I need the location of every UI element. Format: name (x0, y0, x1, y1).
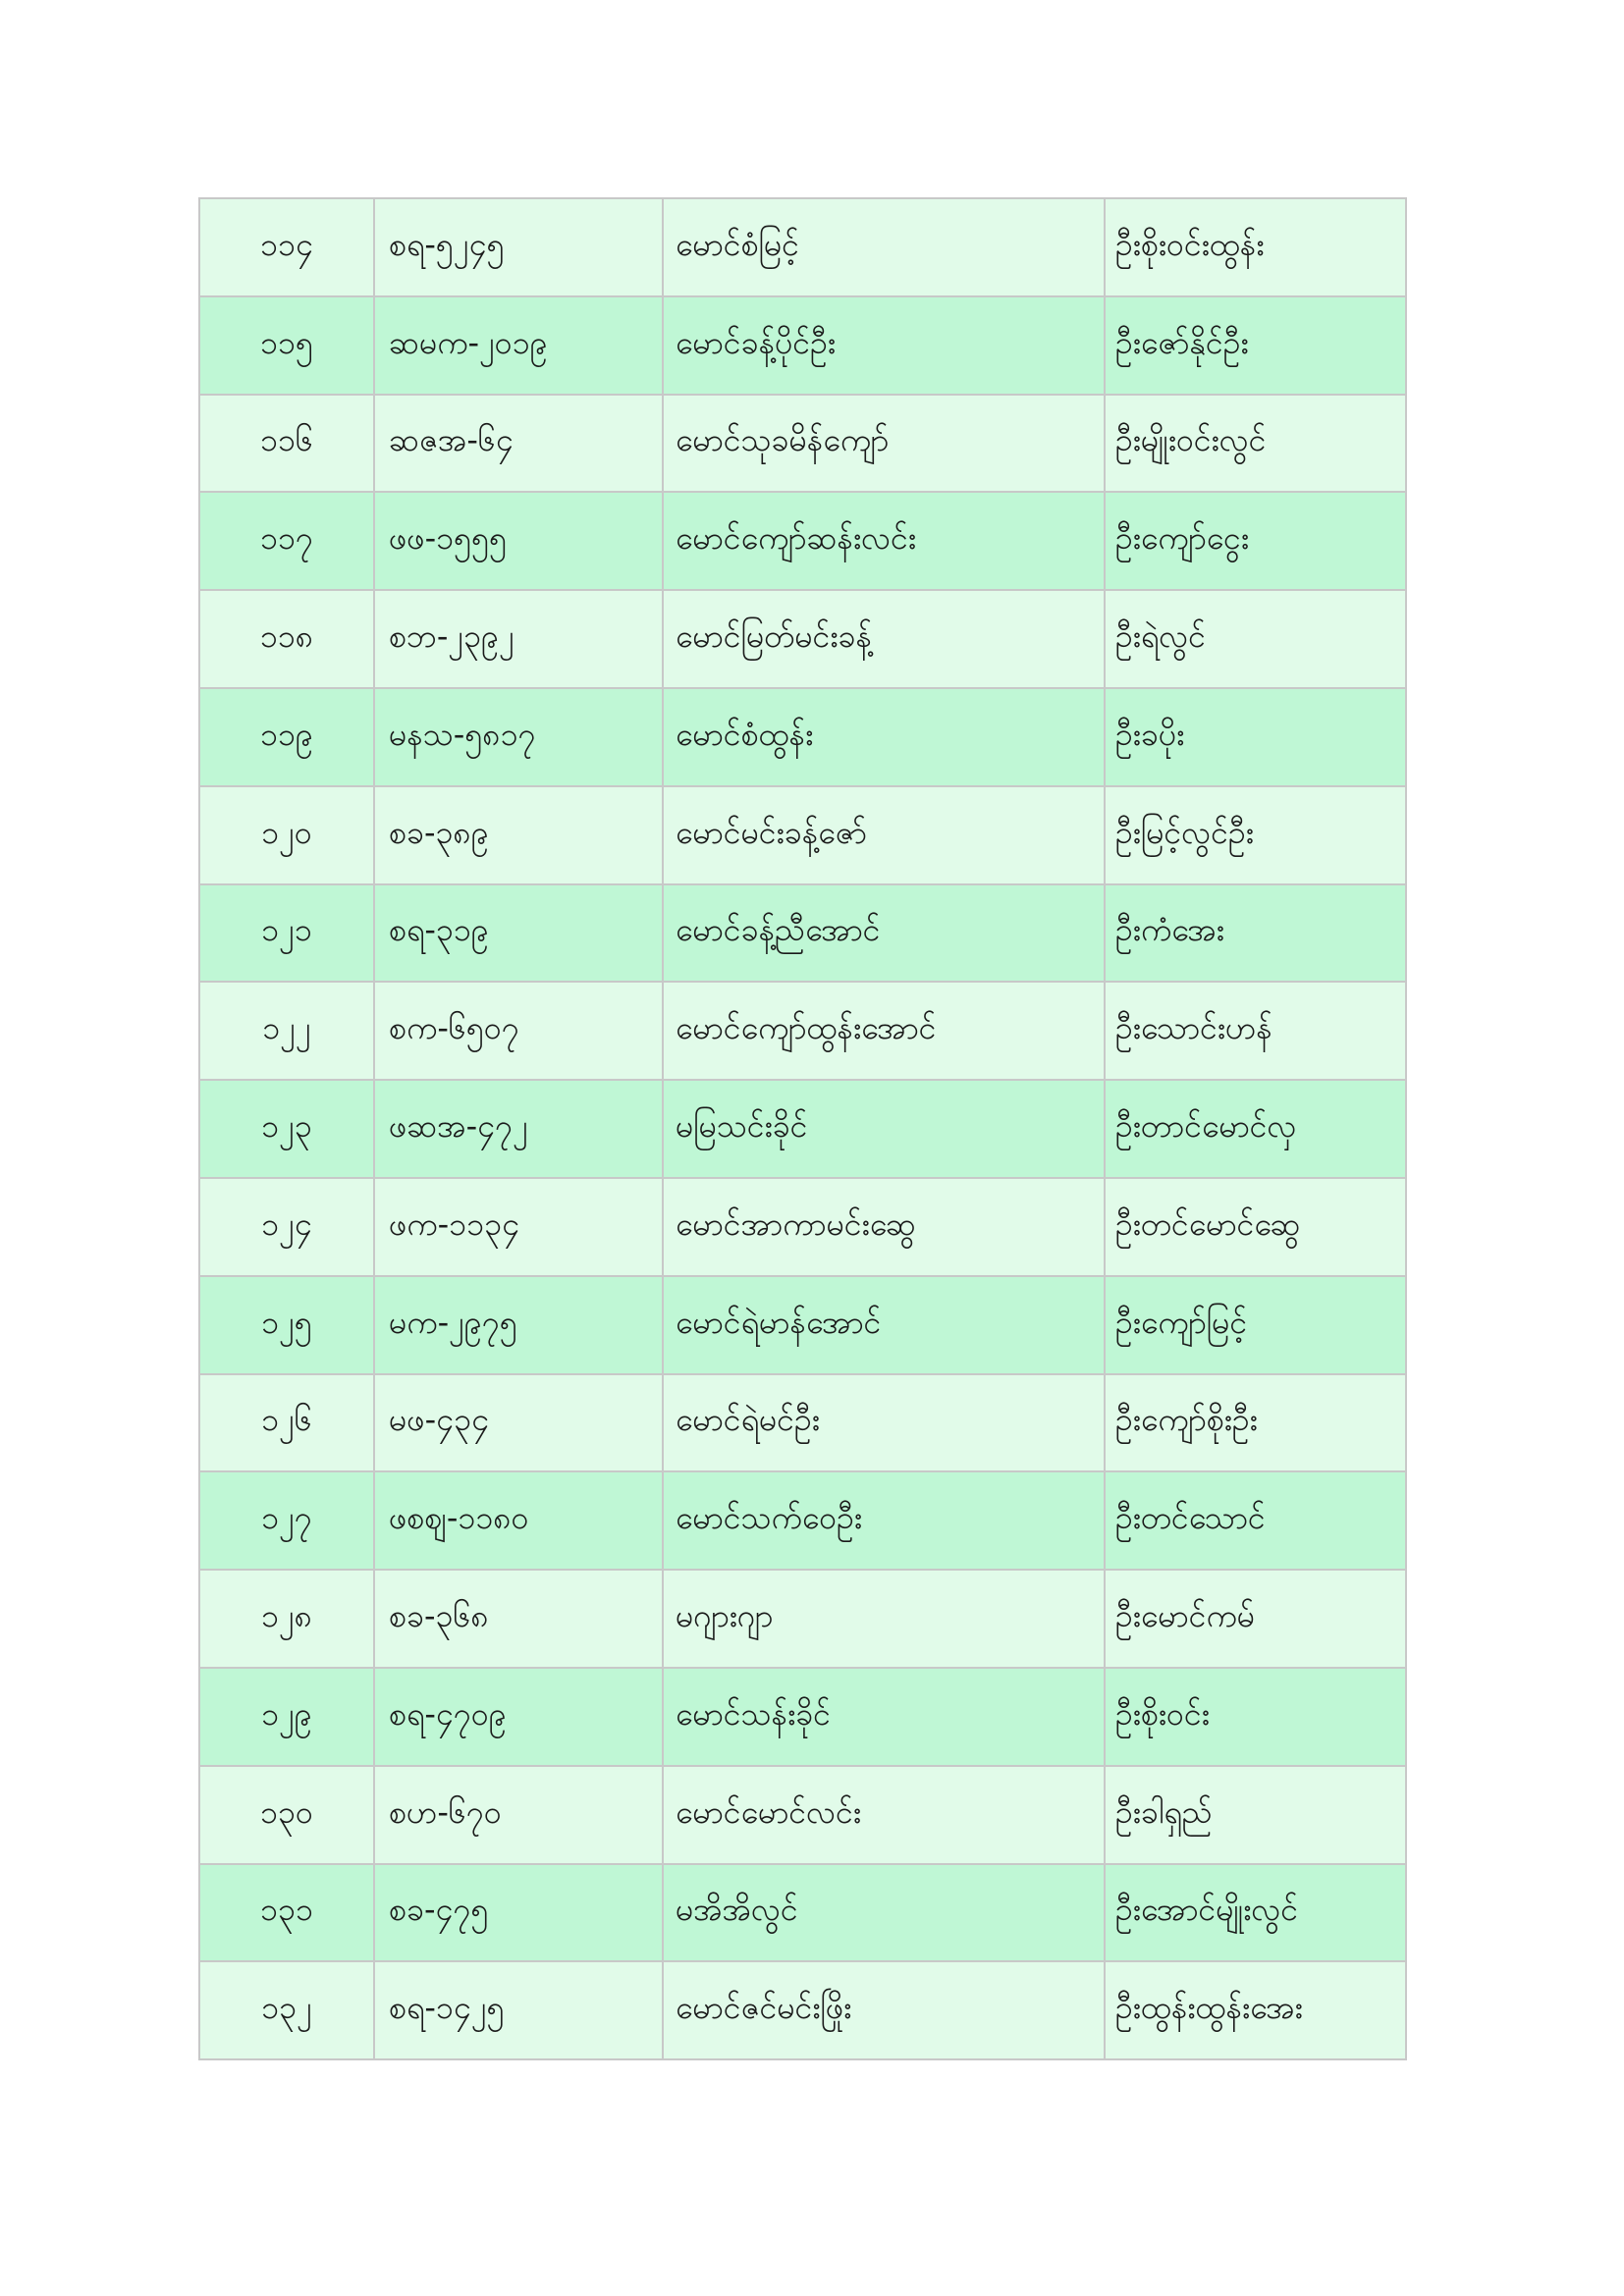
student-name-cell: မောင်ကျော်ဆန်းလင်း (663, 492, 1105, 590)
row-number-cell: ၁၃၀ (199, 1766, 374, 1864)
table-row (199, 1080, 1406, 1178)
father-name-cell: ဦးကျော်မြင့် (1105, 1276, 1406, 1374)
row-number-cell: ၁၁၇ (199, 492, 374, 590)
registration-code-cell: စခ-၄၇၅ (374, 1864, 663, 1962)
registration-code-cell: ဖဖ-၁၅၅၅ (374, 492, 663, 590)
student-name-cell: မောင်ရဲမာန်အောင် (663, 1276, 1105, 1374)
student-name-cell: မောင်ကျော်ထွန်းအောင် (663, 982, 1105, 1080)
student-name-cell: မောင်သက်ဝေဦး (663, 1471, 1105, 1570)
table-row (199, 198, 1406, 296)
row-number-cell: ၁၁၈ (199, 590, 374, 688)
table-row (199, 1961, 1406, 2059)
row-number-cell: ၁၁၅ (199, 296, 374, 395)
row-number-cell: ၁၃၁ (199, 1864, 374, 1962)
registration-code-cell: ဆမက-၂၀၁၉ (374, 296, 663, 395)
table-row (199, 1178, 1406, 1276)
registration-code-cell: စရ-၄၇၀၉ (374, 1668, 663, 1766)
registration-code-cell: မနသ-၅၈၁၇ (374, 688, 663, 786)
registration-code-cell: ဖက-၁၁၃၄ (374, 1178, 663, 1276)
father-name-cell: ဦးစိုးဝင်းထွန်း (1105, 198, 1406, 296)
student-name-cell: မမြသင်းခိုင် (663, 1080, 1105, 1178)
student-name-cell: မောင်စံထွန်း (663, 688, 1105, 786)
registration-code-cell: ဖဆအ-၄၇၂ (374, 1080, 663, 1178)
father-name-cell: ဦးကံအေး (1105, 884, 1406, 983)
table-row (199, 1766, 1406, 1864)
student-name-cell: မောင်သုခမိန်ကျော် (663, 395, 1105, 493)
father-name-cell: ဦးထွန်းထွန်းအေး (1105, 1961, 1406, 2059)
row-number-cell: ၁၁၉ (199, 688, 374, 786)
table-row (199, 1570, 1406, 1668)
student-name-cell: မဂျားဂျာ (663, 1570, 1105, 1668)
row-number-cell: ၁၂၀ (199, 786, 374, 884)
row-number-cell: ၁၁၆ (199, 395, 374, 493)
row-number-cell: ၁၂၇ (199, 1471, 374, 1570)
row-number-cell: ၁၂၉ (199, 1668, 374, 1766)
table-row (199, 296, 1406, 395)
student-name-cell: မောင်ခန့်ညီအောင် (663, 884, 1105, 983)
registration-code-cell: ဆဇအ-၆၄ (374, 395, 663, 493)
table-row (199, 395, 1406, 493)
table-row (199, 1374, 1406, 1472)
father-name-cell: ဦးခါရှည် (1105, 1766, 1406, 1864)
student-name-cell: မောင်ခန့်ပိုင်ဦး (663, 296, 1105, 395)
student-name-cell: မောင်သန်းခိုင် (663, 1668, 1105, 1766)
student-name-cell: မောင်အာကာမင်းဆွေ (663, 1178, 1105, 1276)
father-name-cell: ဦးတင်သောင် (1105, 1471, 1406, 1570)
row-number-cell: ၁၂၆ (199, 1374, 374, 1472)
father-name-cell: ဦးဇော်နိုင်ဦး (1105, 296, 1406, 395)
student-name-cell: မောင်မောင်လင်း (663, 1766, 1105, 1864)
father-name-cell: ဦးခပိုး (1105, 688, 1406, 786)
father-name-cell: ဦးအောင်မျိုးလွင် (1105, 1864, 1406, 1962)
father-name-cell: ဦးကျော်ငွေး (1105, 492, 1406, 590)
row-number-cell: ၁၂၅ (199, 1276, 374, 1374)
registration-code-cell: စခ-၃၆၈ (374, 1570, 663, 1668)
table-row (199, 1276, 1406, 1374)
results-table-body (199, 198, 1406, 2059)
student-name-cell: မောင်ဇင်မင်းဖြိုး (663, 1961, 1105, 2059)
father-name-cell: ဦးမျိုးဝင်းလွင် (1105, 395, 1406, 493)
row-number-cell: ၁၁၄ (199, 198, 374, 296)
father-name-cell: ဦးရဲလွင် (1105, 590, 1406, 688)
registration-code-cell: စဘ-၂၃၉၂ (374, 590, 663, 688)
table-row (199, 688, 1406, 786)
student-name-cell: မောင်ရဲမင်ဦး (663, 1374, 1105, 1472)
registration-code-cell: မဖ-၄၃၄ (374, 1374, 663, 1472)
row-number-cell: ၁၂၃ (199, 1080, 374, 1178)
registration-code-cell: စရ-၁၄၂၅ (374, 1961, 663, 2059)
row-number-cell: ၁၂၈ (199, 1570, 374, 1668)
father-name-cell: ဦးစိုးဝင်း (1105, 1668, 1406, 1766)
row-number-cell: ၁၃၂ (199, 1961, 374, 2059)
table-row (199, 590, 1406, 688)
results-table (198, 197, 1407, 2060)
father-name-cell: ဦးမောင်ကမ် (1105, 1570, 1406, 1668)
registration-code-cell: မက-၂၉၇၅ (374, 1276, 663, 1374)
table-row (199, 1668, 1406, 1766)
row-number-cell: ၁၂၄ (199, 1178, 374, 1276)
table-row (199, 982, 1406, 1080)
father-name-cell: ဦးမြင့်လွင်ဦး (1105, 786, 1406, 884)
father-name-cell: ဦးကျော်စိုးဦး (1105, 1374, 1406, 1472)
table-row (199, 1864, 1406, 1962)
table-row (199, 786, 1406, 884)
row-number-cell: ၁၂၁ (199, 884, 374, 983)
father-name-cell: ဦးတင်မောင်ဆွေ (1105, 1178, 1406, 1276)
registration-code-cell: စရ-၃၁၉ (374, 884, 663, 983)
student-name-cell: မောင်စံမြင့် (663, 198, 1105, 296)
table-row (199, 1471, 1406, 1570)
father-name-cell: ဦးသောင်းဟန် (1105, 982, 1406, 1080)
table-row (199, 884, 1406, 983)
row-number-cell: ၁၂၂ (199, 982, 374, 1080)
student-name-cell: မောင်မင်းခန့်ဇော် (663, 786, 1105, 884)
student-name-cell: မအိအိလွင် (663, 1864, 1105, 1962)
registration-code-cell: စဟ-၆၇၀ (374, 1766, 663, 1864)
registration-code-cell: စက-၆၅၀၇ (374, 982, 663, 1080)
registration-code-cell: စခ-၃၈၉ (374, 786, 663, 884)
registration-code-cell: ဖစဈ-၁၁၈၀ (374, 1471, 663, 1570)
registration-code-cell: စရ-၅၂၄၅ (374, 198, 663, 296)
student-name-cell: မောင်မြတ်မင်းခန့် (663, 590, 1105, 688)
father-name-cell: ဦးတာင်မောင်လှ (1105, 1080, 1406, 1178)
table-row (199, 492, 1406, 590)
